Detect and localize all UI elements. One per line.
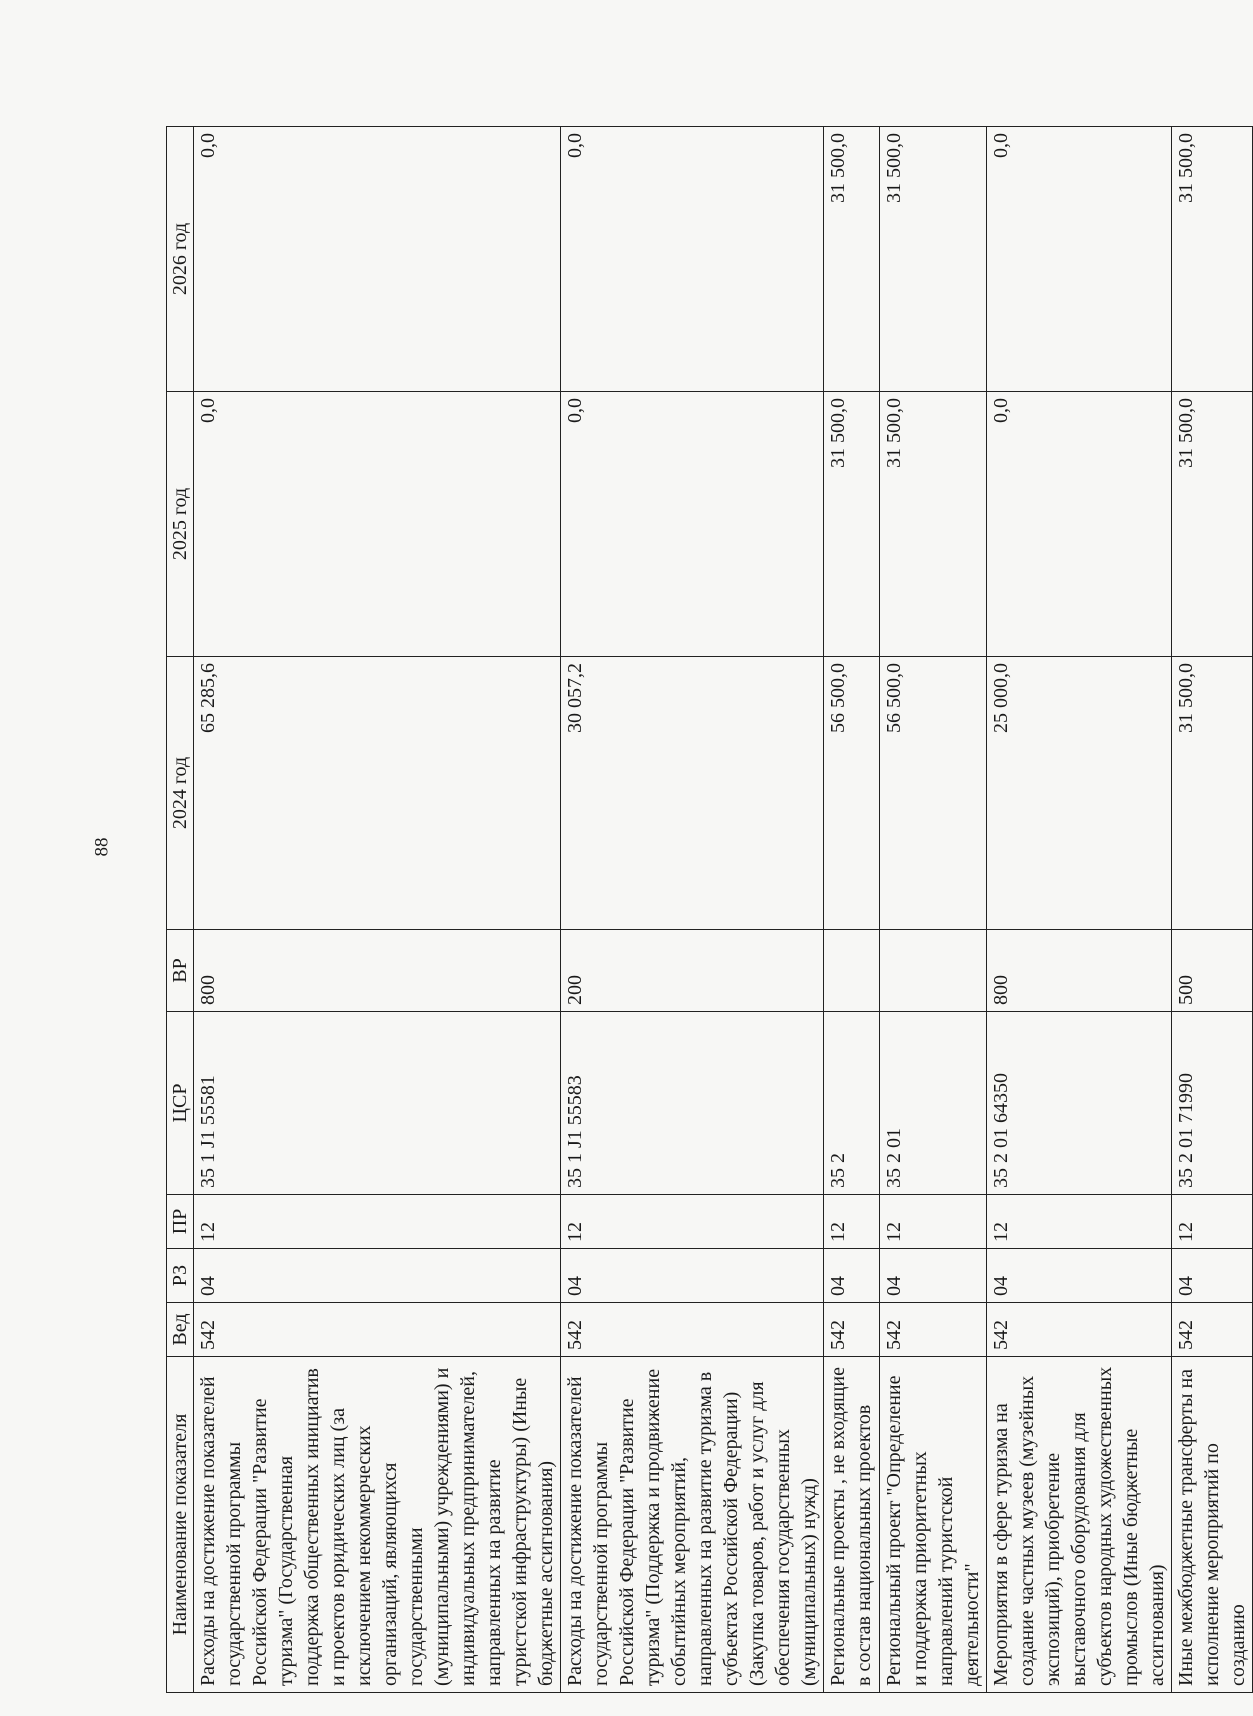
- cell-vr: [880, 930, 987, 1012]
- cell-rz: 04: [987, 1249, 1172, 1303]
- cell-2025: 0,0: [194, 392, 561, 657]
- cell-2024: 65 285,6: [194, 657, 561, 930]
- table-header-row: [167, 127, 194, 1693]
- cell-ved: 542: [1172, 1303, 1253, 1357]
- table-row: [194, 127, 561, 1693]
- cell-name: Региональный проект "Определение и поддержка приоритетных направлений туристской деятельности": [880, 1357, 987, 1693]
- header-ved: Вед: [167, 1303, 194, 1357]
- cell-2025: 31 500,0: [880, 392, 987, 657]
- header-2025: 2025 год: [167, 392, 194, 657]
- table-row: [1172, 127, 1253, 1693]
- header-name: Наименование показателя: [167, 1357, 194, 1693]
- cell-csr: 35 2 01 64350: [987, 1012, 1172, 1195]
- cell-2024: 25 000,0: [987, 657, 1172, 930]
- cell-2024: 30 057,2: [561, 657, 824, 930]
- cell-2026: 0,0: [194, 127, 561, 392]
- cell-name: Расходы на достижение показателей государственной программы Российской Федерации "Развитие туризма" (Государственная поддержка общественных инициатив и проектов юридических лиц (за исключением некоммерческих организаций, являющихся государственными (муниципальными) учреждениями) и индивидуальных предпринимателей, направленных на развитие туристской инфраструктуры) (Иные бюджетные ассигнования): [194, 1357, 561, 1693]
- header-2024: 2024 год: [167, 657, 194, 930]
- page-number: 88: [91, 837, 113, 857]
- cell-2026: 0,0: [561, 127, 824, 392]
- cell-vr: 800: [987, 930, 1172, 1012]
- cell-ved: 542: [561, 1303, 824, 1357]
- cell-rz: 04: [1172, 1249, 1253, 1303]
- cell-2026: 31 500,0: [1172, 127, 1253, 392]
- cell-vr: [824, 930, 880, 1012]
- cell-pr: 12: [880, 1195, 987, 1249]
- table-row: [561, 127, 824, 1693]
- table-row: [824, 127, 880, 1693]
- cell-csr: 35 2 01 71990: [1172, 1012, 1253, 1195]
- cell-2025: 0,0: [561, 392, 824, 657]
- cell-pr: 12: [824, 1195, 880, 1249]
- cell-csr: 35 2: [824, 1012, 880, 1195]
- cell-ved: 542: [880, 1303, 987, 1357]
- cell-rz: 04: [880, 1249, 987, 1303]
- cell-pr: 12: [1172, 1195, 1253, 1249]
- header-rz: РЗ: [167, 1249, 194, 1303]
- budget-table: [166, 126, 1253, 1693]
- header-pr: ПР: [167, 1195, 194, 1249]
- cell-rz: 04: [194, 1249, 561, 1303]
- cell-vr: 500: [1172, 930, 1253, 1012]
- cell-name: Расходы на достижение показателей государственной программы Российской Федерации "Развитие туризма" (Поддержка и продвижение событийных мероприятий, направленных на развитие туризма в субъектах Российской Федерации) (Закупка товаров, работ и услуг для обеспечения государственных (муниципальных) нужд): [561, 1357, 824, 1693]
- cell-2026: 31 500,0: [824, 127, 880, 392]
- cell-csr: 35 2 01: [880, 1012, 987, 1195]
- cell-ved: 542: [824, 1303, 880, 1357]
- cell-vr: 800: [194, 930, 561, 1012]
- cell-name: Иные межбюджетные трансферты на исполнение мероприятий по созданию: [1172, 1357, 1253, 1693]
- cell-csr: 35 1 J1 55581: [194, 1012, 561, 1195]
- cell-ved: 542: [194, 1303, 561, 1357]
- header-vr: ВР: [167, 930, 194, 1012]
- cell-pr: 12: [561, 1195, 824, 1249]
- cell-rz: 04: [561, 1249, 824, 1303]
- cell-2024: 31 500,0: [1172, 657, 1253, 930]
- header-csr: ЦСР: [167, 1012, 194, 1195]
- cell-2025: 31 500,0: [1172, 392, 1253, 657]
- cell-name: Региональные проекты , не входящие в состав национальных проектов: [824, 1357, 880, 1693]
- cell-2025: 0,0: [987, 392, 1172, 657]
- table-row: [987, 127, 1172, 1693]
- cell-2024: 56 500,0: [824, 657, 880, 930]
- cell-2024: 56 500,0: [880, 657, 987, 930]
- cell-2026: 31 500,0: [880, 127, 987, 392]
- cell-vr: 200: [561, 930, 824, 1012]
- header-2026: 2026 год: [167, 127, 194, 392]
- cell-name: Мероприятия в сфере туризма на создание частных музеев (музейных экспозиций), приобретение выставочного оборудования для субъектов народных художественных промыслов (Иные бюджетные ассигнования): [987, 1357, 1172, 1693]
- cell-2026: 0,0: [987, 127, 1172, 392]
- budget-table-container: [166, 127, 1249, 1693]
- cell-pr: 12: [987, 1195, 1172, 1249]
- cell-csr: 35 1 J1 55583: [561, 1012, 824, 1195]
- cell-rz: 04: [824, 1249, 880, 1303]
- table-row: [880, 127, 987, 1693]
- cell-ved: 542: [987, 1303, 1172, 1357]
- cell-2025: 31 500,0: [824, 392, 880, 657]
- cell-pr: 12: [194, 1195, 561, 1249]
